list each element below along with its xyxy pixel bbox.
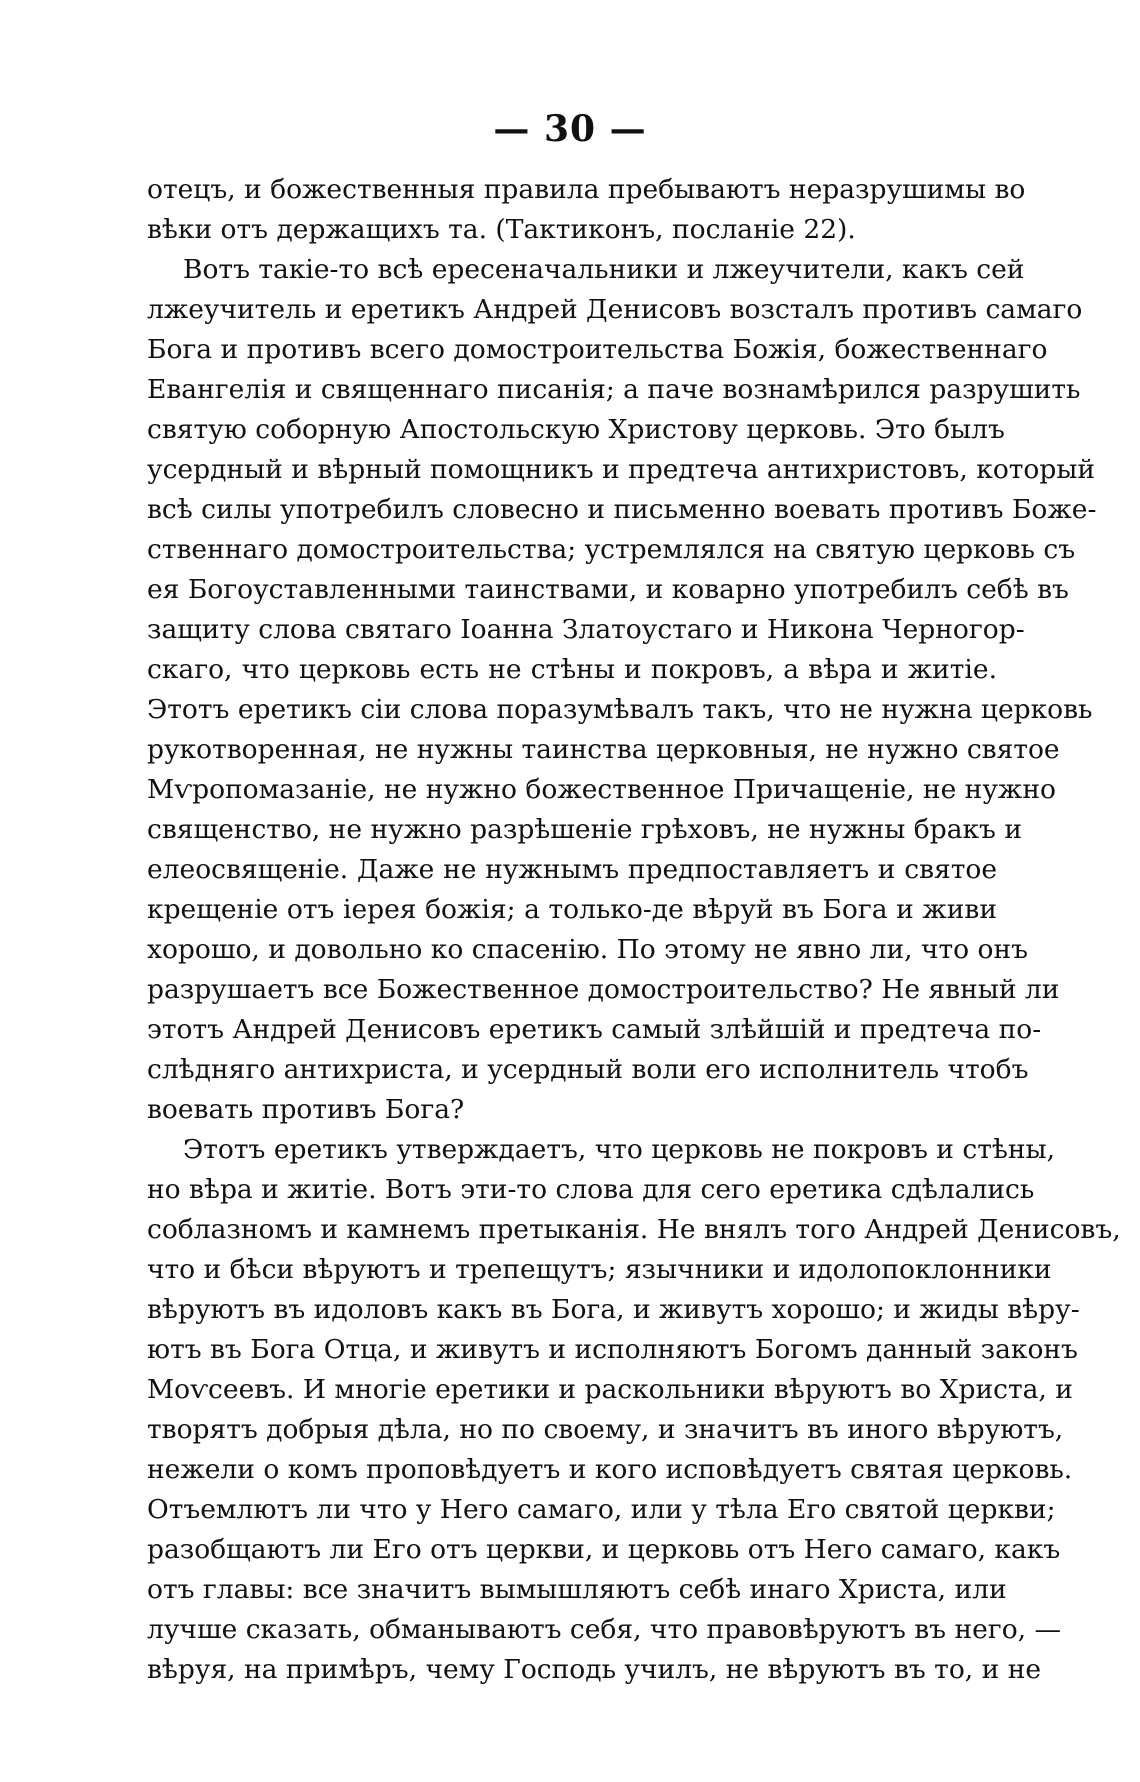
text-line: лжеучитель и еретикъ Андрей Денисовъ возсталъ противъ самаго <box>147 294 1083 325</box>
text-line: Мѵропомазаніе, не нужно божественное Причащеніе, не нужно <box>147 774 1056 805</box>
text-line: скаго, что церковь есть не стѣны и покровъ, а вѣра и житіе. <box>147 654 997 685</box>
text-line: защиту слова святаго Іоанна Златоустаго и Никона Черногор- <box>147 614 1025 645</box>
text-line: отецъ, и божественныя правила пребываютъ неразрушимы во <box>147 174 1026 205</box>
text-line: разобщаютъ ли Его отъ церкви, и церковь отъ Него самаго, какъ <box>147 1534 1061 1565</box>
body-text <box>147 170 1121 1690</box>
paragraph-start-line: Вотъ такіе-то всѣ ересеначальники и лжеучители, какъ сей <box>183 254 1025 285</box>
text-line: елеосвященіе. Даже не нужнымъ предпоставляетъ и святое <box>147 854 997 885</box>
text-line: ственнаго домостроительства; устремлялся на святую церковь съ <box>147 534 1076 565</box>
text-line: соблазномъ и камнемъ претыканія. Не внялъ того Андрей Денисовъ, <box>147 1214 1121 1245</box>
text-line: разрушаетъ все Божественное домостроительство? Не явный ли <box>147 974 1060 1005</box>
text-line: Бога и противъ всего домостроительства Божія, божественнаго <box>147 334 1048 365</box>
text-line: святую соборную Апостольскую Христову церковь. Это былъ <box>147 414 1005 445</box>
text-line: хорошо, и довольно ко спасенію. По этому не явно ли, что онъ <box>147 934 1029 965</box>
text-line: Этотъ еретикъ сіи слова поразумѣвалъ такъ, что не нужна церковь <box>147 694 1093 725</box>
text-line: Евангелія и священнаго писанія; а паче вознамѣрился разрушить <box>147 374 1081 405</box>
text-line: лучше сказать, обманываютъ себя, что правовѣруютъ въ него, — <box>147 1614 1061 1645</box>
text-line: ея Богоуставленными таинствами, и коварно употребилъ себѣ въ <box>147 574 1069 605</box>
text-line: всѣ силы употребилъ словесно и письменно воевать противъ Боже- <box>147 494 1097 525</box>
text-line: воевать противъ Бога? <box>147 1094 465 1125</box>
text-line: вѣруя, на примѣръ, чему Господь училъ, не вѣруютъ въ то, и не <box>147 1654 1042 1685</box>
page-number: — 30 — <box>493 108 647 150</box>
text-line: отъ главы: все значитъ вымышляютъ себѣ инаго Христа, или <box>147 1574 1007 1605</box>
text-line: что и бѣси вѣруютъ и трепещутъ; язычники и идолопоклонники <box>147 1254 1052 1285</box>
text-line: священство, не нужно разрѣшеніе грѣховъ, не нужны бракъ и <box>147 814 1023 845</box>
text-line: ютъ въ Бога Отца, и живутъ и исполняютъ Богомъ данный законъ <box>147 1334 1078 1365</box>
text-line: но вѣра и житіе. Вотъ эти-то слова для сего еретика сдѣлались <box>147 1174 1035 1205</box>
paragraph-start-line: Этотъ еретикъ утверждаетъ, что церковь не покровъ и стѣны, <box>183 1134 1056 1165</box>
text-line: Моѵсеевъ. И многіе еретики и раскольники вѣруютъ во Христа, и <box>147 1374 1073 1405</box>
text-line: крещеніе отъ іерея божія; а только-де вѣруй въ Бога и живи <box>147 894 997 925</box>
text-line: вѣки отъ держащихъ та. (Тактиконъ, посланіе 22). <box>147 214 856 245</box>
text-line: творятъ добрыя дѣла, но по своему, и значитъ въ иного вѣруютъ, <box>147 1414 1064 1445</box>
text-line: Отъемлютъ ли что у Него самаго, или у тѣла Его святой церкви; <box>147 1494 1056 1525</box>
text-line: вѣруютъ въ идоловъ какъ въ Бога, и живутъ хорошо; и жиды вѣру- <box>147 1294 1080 1325</box>
text-line: усердный и вѣрный помощникъ и предтеча антихристовъ, который <box>147 454 1096 485</box>
text-line: слѣдняго антихриста, и усердный воли его исполнитель чтобъ <box>147 1054 1029 1085</box>
text-line: этотъ Андрей Денисовъ еретикъ самый злѣйшій и предтеча по- <box>147 1014 1042 1045</box>
text-line: нежели о комъ проповѣдуетъ и кого исповѣдуетъ святая церковь. <box>147 1454 1073 1485</box>
text-line: рукотворенная, не нужны таинства церковныя, не нужно святое <box>147 734 1060 765</box>
